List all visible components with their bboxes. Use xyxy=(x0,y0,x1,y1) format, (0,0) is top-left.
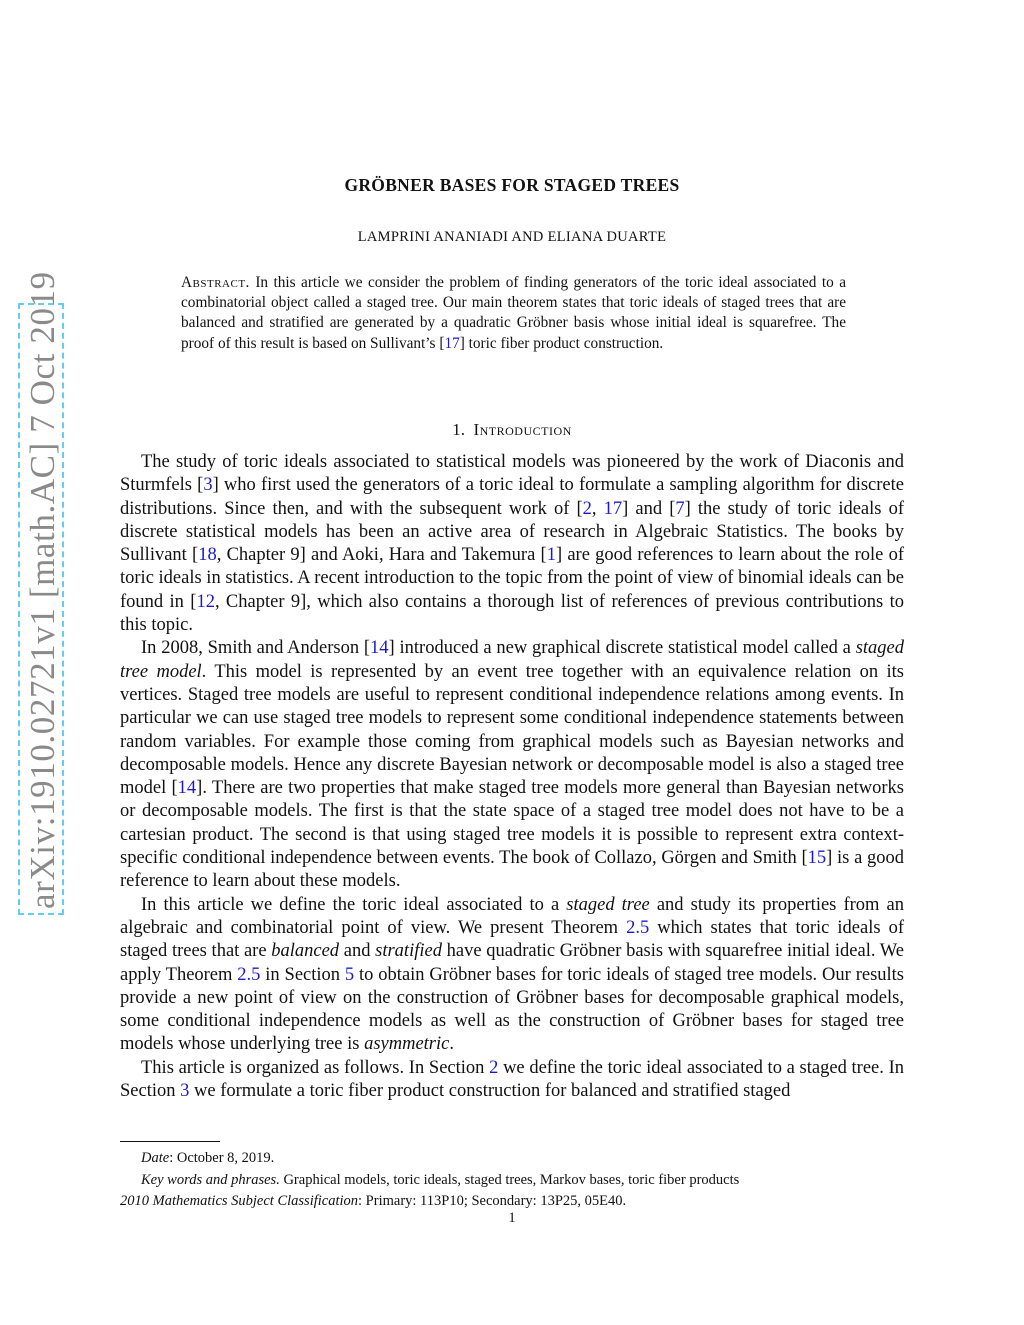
citation-link[interactable]: 12 xyxy=(196,591,215,612)
text-run: ]. There are two properties that make staged tree models more general than Bayesian networks or decomposable models. The first is that the state space of a staged tree model does not have to be a cartesian product. The second is that using staged tree models it is possible to represent extra context-specific conditional independence between events. The book of Collazo, Görgen and Smith [ xyxy=(120,778,904,869)
text-run: ] who first used the generators of a toric ideal to formulate a sampling algorithm for discrete distributions. Since then, and with the subsequent work of [ xyxy=(120,475,904,519)
emphasis-text: staged tree xyxy=(566,894,650,915)
text-run: and study its properties from an algebraic and combinatorial point of view. We present Theorem xyxy=(120,894,904,938)
theorem-link[interactable]: 2.5 xyxy=(626,917,650,938)
section-heading xyxy=(0,420,1024,440)
section-title: Introduction xyxy=(473,420,572,439)
footnote-value: : October 8, 2019. xyxy=(169,1150,275,1166)
citation-link[interactable]: 14 xyxy=(177,778,197,799)
paragraph xyxy=(120,1057,904,1104)
footnote-rule xyxy=(120,1141,220,1142)
text-run: which states that toric ideals of staged trees that are xyxy=(120,917,904,962)
emphasis-text: stratified xyxy=(375,941,442,962)
text-run: , Chapter 9] and Aoki, Hara and Takemura [ xyxy=(216,545,547,566)
text-run: The study of toric ideals associated to statistical models was pioneered by the work of Diaconis and Sturmfels [ xyxy=(120,452,904,496)
text-run: ] is a good reference to learn about these models. xyxy=(120,848,904,892)
paragraph xyxy=(120,894,904,1057)
abstract-label: Abstract. xyxy=(181,274,250,291)
citation-link[interactable]: 18 xyxy=(198,545,217,566)
text-run: ] introduced a new graphical discrete statistical model called a xyxy=(388,638,856,659)
text-run: we formulate a toric fiber product construction for balanced and stratified staged xyxy=(189,1081,791,1102)
text-run: In 2008, Smith and Anderson [ xyxy=(141,638,371,659)
paper-authors: LAMPRINI ANANIADI AND ELIANA DUARTE xyxy=(357,229,667,245)
citation-link[interactable]: 17 xyxy=(444,334,460,352)
paragraph xyxy=(120,637,904,893)
citation-link[interactable]: 17 xyxy=(603,498,623,519)
text-run: This article is organized as follows. In Section xyxy=(141,1057,490,1078)
footnote-label: Key words and phrases. xyxy=(141,1171,280,1188)
footnote-value: : Primary: 113P10; Secondary: 13P25, 05E40. xyxy=(358,1193,627,1209)
footnote-date xyxy=(120,1148,904,1170)
arxiv-identifier[interactable]: arXiv:1910.02721v1 [math.AC] 7 Oct 2019 xyxy=(23,271,62,909)
text-run: to obtain Gröbner bases for toric ideals of staged tree models. Our results provide a new point of view on the construction of Gröbner bases for decomposable graphical models, some conditional independence models as well as the construction of Gröbner bases for staged tree models whose underlying tree is xyxy=(120,964,904,1055)
text-run: . This model is represented by an event tree together with an equivalence relation on its vertices. Staged tree models are useful to represent conditional independence relations among events. In particular we can use staged tree models to represent some conditional independence statements between random variables. For example those coming from graphical models such as Bayesian networks and decomposable models. Hence any discrete Bayesian network or decomposable model is also a staged tree model [ xyxy=(120,661,904,799)
citation-link[interactable]: 15 xyxy=(807,848,827,869)
footnote-value: Graphical models, toric ideals, staged trees, Markov bases, toric fiber products xyxy=(279,1171,740,1188)
citation-link[interactable]: 1 xyxy=(546,545,556,566)
theorem-link[interactable]: 2.5 xyxy=(237,964,261,985)
abstract-text: In this article we consider the problem of finding generators of the toric ideal associated to a combinatorial object called a staged tree. Our main theorem states that toric ideals of staged trees that are balanced and stratified are generated by a quadratic Gröbner basis whose initial ideal is squarefree. The proof of this result is based on Sullivant’s [ xyxy=(181,274,846,352)
footnote-label: 2010 Mathematics Subject Classification xyxy=(120,1193,359,1209)
citation-link[interactable]: 3 xyxy=(203,475,213,496)
text-run: . xyxy=(449,1034,454,1055)
text-run: In this article we define the toric ideal associated to a xyxy=(141,894,567,915)
page-number: 1 xyxy=(508,1210,516,1226)
text-run: and xyxy=(339,941,376,962)
emphasis-text: balanced xyxy=(271,941,340,962)
footnote-keywords xyxy=(120,1170,904,1192)
citation-link[interactable]: 2 xyxy=(582,498,592,519)
abstract xyxy=(181,273,846,354)
paper-title: GRÖBNER BASES FOR STAGED TREES xyxy=(344,175,680,195)
section-link[interactable]: 3 xyxy=(180,1081,190,1102)
text-run: ] are good references to learn about the role of toric ideals in statistics. A recent introduction to the topic from the point of view of binomial ideals can be found in [ xyxy=(120,545,905,612)
text-run: we define the toric ideal associated to a staged tree. In Section xyxy=(120,1057,904,1102)
emphasis-text: staged tree model xyxy=(120,638,905,682)
footnote-label: Date xyxy=(141,1150,170,1166)
text-run: in Section xyxy=(260,964,345,985)
body-text xyxy=(120,451,904,1103)
abstract-text: ] toric fiber product construction. xyxy=(459,334,664,352)
text-run: have quadratic Gröbner basis with squarefree initial ideal. We apply Theorem xyxy=(120,941,904,985)
text-run: , xyxy=(591,498,604,519)
text-run: , Chapter 9], which also contains a thorough list of references of previous contributions to this topic. xyxy=(120,591,904,636)
paragraph xyxy=(120,451,904,637)
section-link[interactable]: 5 xyxy=(344,964,355,985)
citation-link[interactable]: 14 xyxy=(370,638,389,659)
text-run: ] and [ xyxy=(622,498,676,519)
footnotes xyxy=(120,1148,904,1213)
section-link[interactable]: 2 xyxy=(489,1057,499,1078)
text-run: ] the study of toric ideals of discrete statistical models has been an active area of research in Algebraic Statistics. The books by Sullivant [ xyxy=(120,498,904,566)
emphasis-text: asymmetric xyxy=(364,1034,450,1055)
section-number: 1. xyxy=(452,420,465,439)
citation-link[interactable]: 7 xyxy=(675,498,685,519)
